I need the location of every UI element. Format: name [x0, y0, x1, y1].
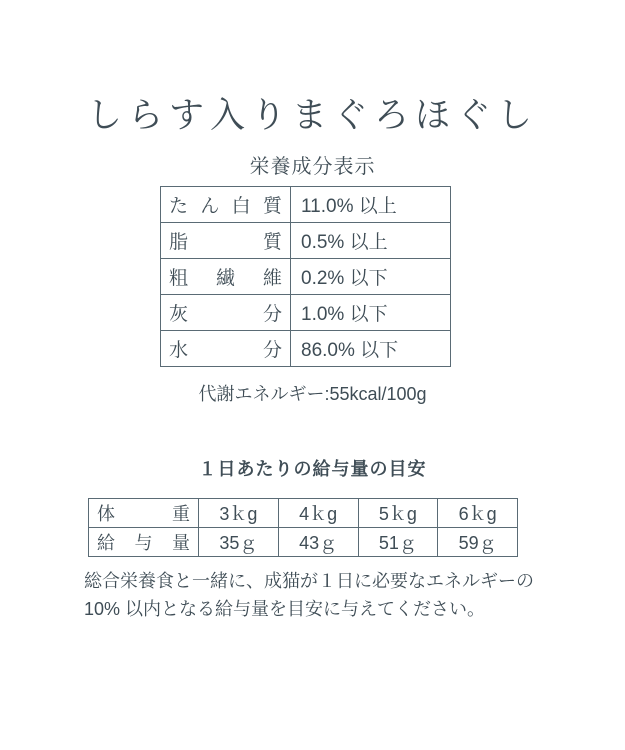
page-title: しらす入りまぐろほぐし: [86, 96, 538, 135]
table-row: [89, 528, 518, 557]
feeding-amount-value: 35ｇ: [199, 528, 279, 557]
feeding-weight-value: 3ｋg: [199, 499, 279, 528]
feeding-amount-value: 43ｇ: [278, 528, 358, 557]
feeding-amount-value: 59ｇ: [438, 528, 518, 557]
nutrition-label: 粗繊維: [161, 259, 291, 295]
table-row: [161, 223, 451, 259]
nutrition-value: 11.0% 以上: [291, 187, 451, 223]
nutrition-value: 1.0% 以下: [291, 295, 451, 331]
feeding-weight-value: 5ｋg: [358, 499, 438, 528]
nutrition-value: 0.2% 以下: [291, 259, 451, 295]
nutrition-table: [160, 186, 451, 367]
metabolizable-energy-text: 代謝エネルギー:55kcal/100g: [198, 384, 427, 404]
feeding-guide-table: [88, 498, 518, 557]
nutrition-value: 86.0% 以下: [291, 331, 451, 367]
feeding-amount-value: 51ｇ: [358, 528, 438, 557]
table-row: [161, 259, 451, 295]
nutrition-label: 脂質: [161, 223, 291, 259]
nutrition-value: 0.5% 以上: [291, 223, 451, 259]
nutrition-label: 水分: [161, 331, 291, 367]
feeding-guide-heading: １日あたりの給与量の目安: [198, 459, 427, 479]
nutrition-heading: 栄養成分表示: [249, 156, 376, 178]
nutrition-label: 灰分: [161, 295, 291, 331]
table-row: [161, 295, 451, 331]
feeding-weight-value: 6ｋg: [438, 499, 518, 528]
table-row: [161, 187, 451, 223]
table-row: [161, 331, 451, 367]
nutrition-label: たん白質: [161, 187, 291, 223]
feeding-note: 総合栄養食と一緒に、成猫が１日に必要なエネルギーの 10% 以内となる給与量を目安に与えてください。: [84, 571, 534, 619]
feeding-amount-label: 給与量: [89, 528, 199, 557]
feeding-weight-label: 体重: [89, 499, 199, 528]
feeding-weight-value: 4ｋg: [278, 499, 358, 528]
table-row: [89, 499, 518, 528]
